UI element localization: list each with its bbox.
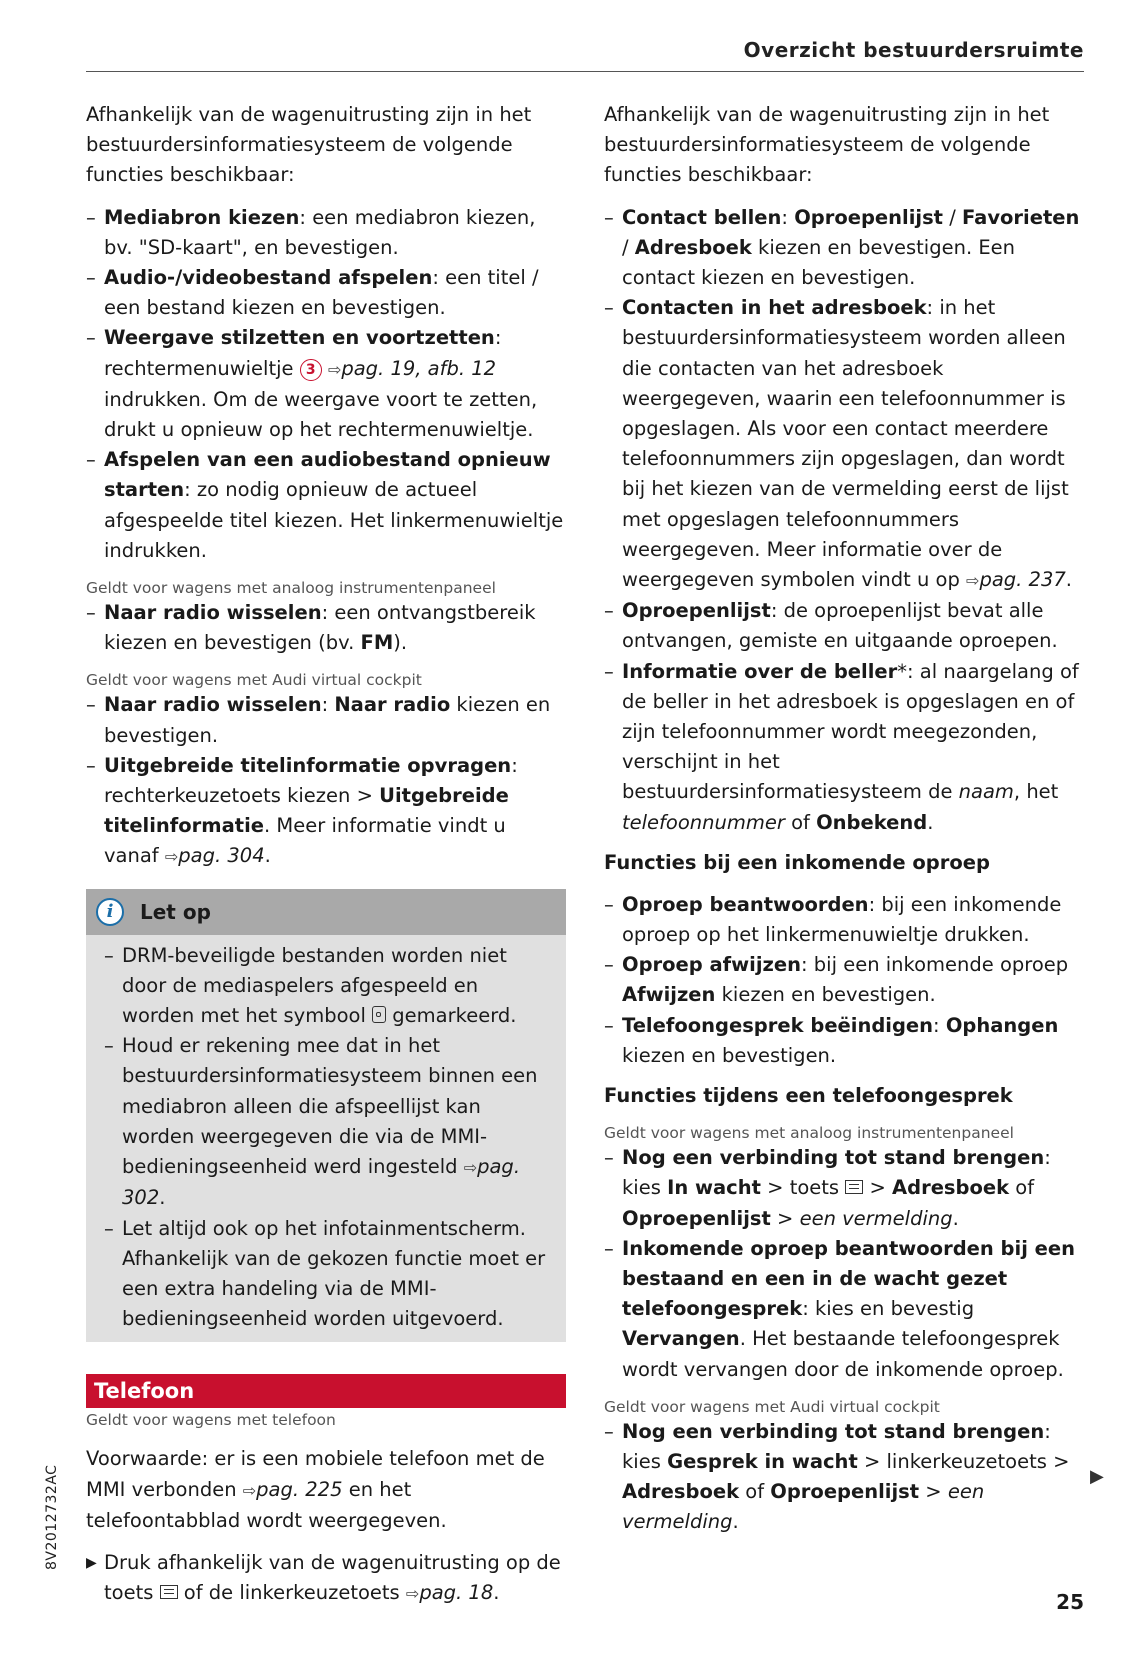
drm-lock-icon — [372, 1006, 386, 1023]
virtual-cockpit-list — [86, 690, 566, 872]
phone-functions-list — [604, 203, 1084, 838]
during-call-analog-list — [604, 1143, 1084, 1385]
applies-to-label: Geldt voor wagens met Audi virtual cockpit — [604, 1397, 940, 1416]
note-title: Let op — [140, 899, 211, 924]
applies-to-label: Geldt voor wagens met analoog instrumentenpaneel — [86, 579, 496, 598]
page-number: 25 — [1056, 1590, 1084, 1614]
applies-to-label: Geldt voor wagens met Audi virtual cockpit — [86, 671, 422, 690]
continue-triangle-icon: ▶ — [1090, 1466, 1104, 1487]
left-intro: Afhankelijk van de wagenuitrusting zijn in het bestuurdersinformatiesysteem de volgende functies beschikbaar: — [86, 103, 532, 187]
reference-arrow-icon: ⇨ — [327, 359, 342, 379]
note-box — [86, 889, 566, 1343]
document-code: 8V2012732AC — [44, 1464, 60, 1570]
page-reference-link[interactable]: pag. 19, afb. 12 — [341, 356, 497, 380]
list-item: – DRM-beveiligde bestanden worden niet door de mediaspelers afgespeeld en worden met het symbool gemarkeerd. — [104, 941, 548, 1032]
list-item: – Uitgebreide titelinformatie opvragen: rechterkeuzetoets kiezen > Uitgebreide titelinformatie. Meer informatie vindt u vanaf ⇨pag. 304. — [86, 751, 566, 873]
list-item: – Nog een verbinding tot stand brengen: kies In wacht > toets > Adresboek of Oproepenlijst > een vermelding. — [604, 1143, 1084, 1234]
list-item: – Afspelen van een audiobestand opnieuw starten: zo nodig opnieuw de actueel afgespeelde titel kiezen. Het linkermenuwieltje indrukken. — [86, 445, 566, 566]
left-column — [86, 100, 566, 1609]
header-rule — [86, 71, 1084, 72]
callout-number-badge: 3 — [300, 359, 322, 381]
applies-to-label: Geldt voor wagens met analoog instrumentenpaneel — [604, 1124, 1014, 1143]
list-item: – Informatie over de beller*: al naargelang of de beller in het adresboek is opgeslagen en of zijn telefoonnummer wordt meegezonden, verschijnt in het bestuurdersinformatiesysteem de naam, het telefoonnummer of Onbekend. — [604, 657, 1084, 838]
incoming-call-heading: Functies bij een inkomende oproep — [604, 850, 990, 874]
incoming-call-list — [604, 890, 1084, 1071]
list-item: – Oproepenlijst: de oproepenlijst bevat alle ontvangen, gemiste en uitgaande oproepen. — [604, 596, 1084, 656]
list-item: – Contacten in het adresboek: in het bestuurdersinformatiesysteem worden alleen die contacten van het adresboek weergegeven, waarin een telefoonnummer is opgeslagen. Als voor een contact meerdere telefoonnummers zijn opgeslagen, dan wordt bij het kiezen van de vermelding eerst de lijst met opgeslagen telefoonnummers weergegeven. Meer informatie over de weergegeven symbolen vindt u op ⇨pag. 237. — [604, 293, 1084, 596]
list-item: – Oproep beantwoorden: bij een inkomende oproep op het linkermenuwieltje drukken. — [604, 890, 1084, 950]
list-item: – Naar radio wisselen: Naar radio kiezen en bevestigen. — [86, 690, 566, 750]
precondition-text: Voorwaarde: er is een mobiele telefoon met de MMI verbonden ⇨pag. 225 en het telefoontabblad wordt weergegeven. — [86, 1447, 545, 1532]
list-item: – Weergave stilzetten en voortzetten: rechtermenuwieltje 3 ⇨pag. 19, afb. 12 indrukken. Om de weergave voort te zetten, drukt u opnieuw op het rechtermenuwieltje. — [86, 323, 566, 445]
list-item: – Oproep afwijzen: bij een inkomende oproep Afwijzen kiezen en bevestigen. — [604, 950, 1084, 1010]
list-item: – Nog een verbinding tot stand brengen: kies Gesprek in wacht > linkerkeuzetoets > Adresboek of Oproepenlijst > een vermelding. — [604, 1417, 1084, 1538]
page-reference-link[interactable]: pag. 304 — [178, 844, 265, 868]
right-intro: Afhankelijk van de wagenuitrusting zijn in het bestuurdersinformatiesysteem de volgende functies beschikbaar: — [604, 103, 1050, 187]
reference-arrow-icon: ⇨ — [164, 847, 179, 867]
reference-arrow-icon: ⇨ — [463, 1158, 478, 1178]
during-call-heading: Functies tijdens een telefoongesprek — [604, 1084, 1013, 1108]
media-functions-list — [86, 203, 566, 566]
page-reference-link[interactable]: pag. 225 — [256, 1477, 343, 1501]
reference-arrow-icon: ⇨ — [966, 571, 980, 591]
note-header — [86, 889, 566, 935]
menu-key-icon — [160, 1585, 178, 1599]
list-item: – Mediabron kiezen: een mediabron kiezen, bv. "SD-kaart", en bevestigen. — [86, 203, 566, 263]
reference-arrow-icon: ⇨ — [405, 1584, 420, 1604]
list-item: – Telefoongesprek beëindigen: Ophangen kiezen en bevestigen. — [604, 1011, 1084, 1071]
menu-key-icon — [845, 1180, 863, 1194]
during-call-virtual-list — [604, 1417, 1084, 1538]
info-icon: i — [96, 898, 124, 926]
analog-radio-list — [86, 598, 566, 658]
page-reference-link[interactable]: pag. 302 — [122, 1155, 521, 1210]
instruction-step: ▶ Druk afhankelijk van de wagenuitrusting op de toets of de linkerkeuzetoets ⇨pag. 18. — [86, 1548, 566, 1609]
list-item: – Inkomende oproep beantwoorden bij een bestaand en een in de wacht gezet telefoongesprek: kies en bevestig Vervangen. Het bestaande telefoongesprek wordt vervangen door de inkomende oproep. — [604, 1234, 1084, 1385]
list-item: – Naar radio wisselen: een ontvangstbereik kiezen en bevestigen (bv. FM). — [86, 598, 566, 658]
list-item: – Audio-/videobestand afspelen: een titel / een bestand kiezen en bevestigen. — [86, 263, 566, 323]
page-reference-link[interactable]: pag. 18 — [419, 1581, 494, 1605]
note-body — [86, 935, 566, 1343]
section-heading-telefoon: Telefoon — [86, 1374, 566, 1408]
list-item: – Contact bellen: Oproepenlijst / Favorieten / Adresboek kiezen en bevestigen. Een contact kiezen en bevestigen. — [604, 203, 1084, 294]
applies-to-label: Geldt voor wagens met telefoon — [86, 1411, 336, 1430]
right-column — [604, 100, 1084, 1538]
page-header-title: Overzicht bestuurdersruimte — [743, 38, 1084, 62]
note-list — [104, 941, 548, 1335]
reference-arrow-icon: ⇨ — [242, 1480, 257, 1500]
list-item: – Let altijd ook op het infotainmentscherm. Afhankelijk van de gekozen functie moet er een extra handeling via de MMI-bedieningseenheid worden uitgevoerd. — [104, 1214, 548, 1335]
list-item: – Houd er rekening mee dat in het bestuurdersinformatiesysteem binnen een mediabron alleen die afspeellijst kan worden weergegeven die via de MMI-bedieningseenheid werd ingesteld ⇨pag. 302. — [104, 1031, 548, 1213]
step-triangle-icon: ▶ — [86, 1554, 97, 1571]
page-reference-link[interactable]: pag. 237 — [979, 568, 1066, 592]
